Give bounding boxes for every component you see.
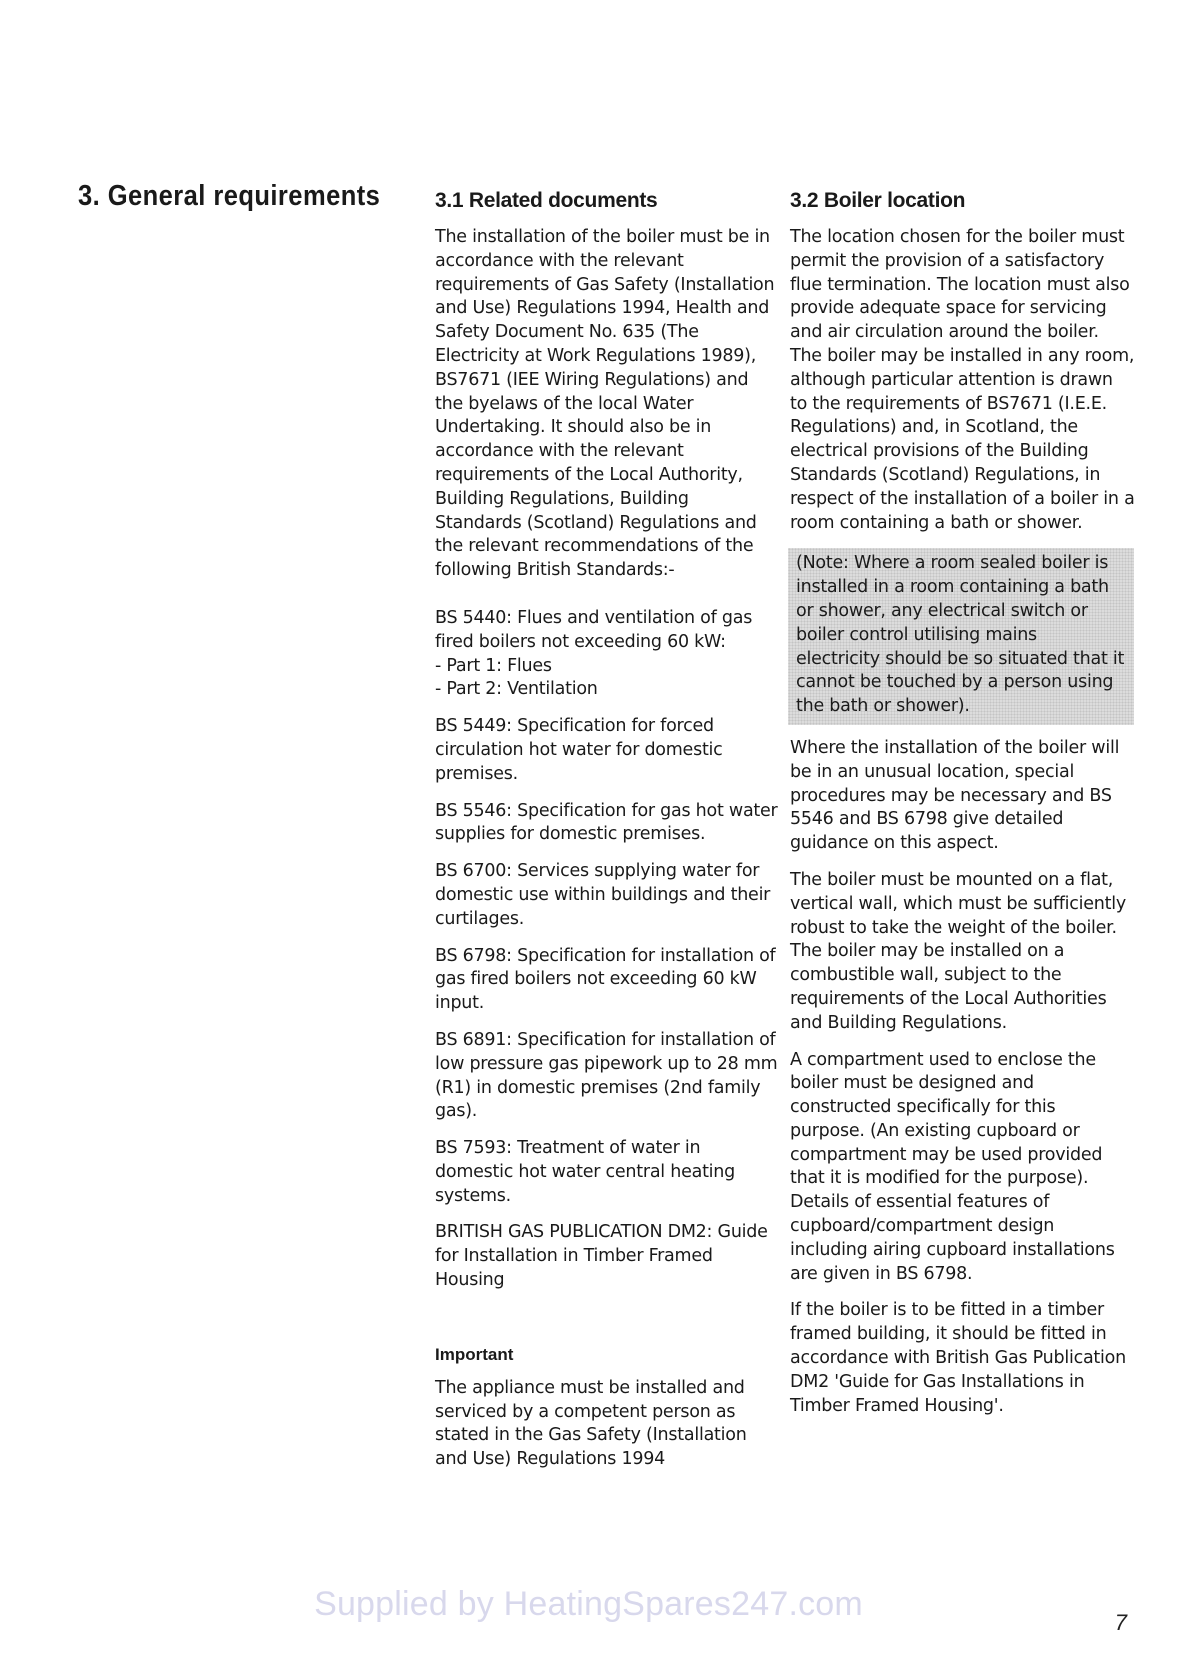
bs5440-block — [435, 607, 780, 702]
bs5449-text: BS 5449: Specification for forced circulation hot water for domestic premises. — [435, 716, 723, 784]
bs5440-part-1: - Part 1: Flues — [435, 655, 552, 676]
boiler-location-column — [790, 186, 1135, 1431]
boiler-location-paragraph-1: The location chosen for the boiler must permit the provision of a satisfactory flue termination. The location must also provide adequate space for servicing and air circulation around the boiler. The boiler may be installed in any room, although particular attention is drawn to the requirements of BS7671 (I.E.E. Regulations) and, in Scotland, the electrical provisions of the Building Standards (Scotland) Regulations, in respect of the installation of a boiler in a room containing a bath or shower. — [790, 227, 1135, 533]
bs5440-text: BS 5440: Flues and ventilation of gas fired boilers not exceeding 60 kW: — [435, 607, 753, 652]
boiler-location-paragraph-4: A compartment used to enclose the boiler must be designed and constructed specifically for this purpose. (An existing cupboard or compartment may be used provided that it is modified for the purpose). Details of essential features of cupboard/compartment design including airing cupboard installations are given in BS 6798. — [790, 1049, 1115, 1284]
bs6798-text: BS 6798: Specification for installation of gas fired boilers not exceeding 60 kW input. — [435, 945, 776, 1014]
bs5546-text: BS 5546: Specification for gas hot water supplies for domestic premises. — [435, 800, 778, 845]
boiler-location-paragraph-3: The boiler must be mounted on a flat, vertical wall, which must be sufficiently robust to take the weight of the boiler. The boiler may be installed on a combustible wall, subject to the requirements of the Local Authorities and Building Regulations. — [790, 869, 1126, 1033]
boiler-location-heading: 3.2 Boiler location — [790, 189, 966, 212]
page-number: 7 — [1114, 1610, 1127, 1635]
boiler-location-paragraph-5: If the boiler is to be fitted in a timber framed building, it should be fitted in accordance with British Gas Publication DM2 'Guide for Gas Installations in Timber Framed Housing'. — [790, 1300, 1126, 1416]
supplier-watermark: Supplied by HeatingSpares247.com — [314, 1585, 863, 1623]
bs7593-text: BS 7593: Treatment of water in domestic hot water central heating systems. — [435, 1138, 735, 1206]
related-documents-heading: 3.1 Related documents — [435, 189, 658, 212]
section-title: 3. General requirements — [78, 180, 381, 212]
important-heading: Important — [435, 1344, 514, 1364]
related-documents-intro: The installation of the boiler must be in accordance with the relevant requirements of Gas Safety (Installation and Use) Regulations 1994, Health and Safety Document No. 635 (The Electricity at Work Regulations 1989), BS7671 (IEE Wiring Regulations) and the byelaws of the local Water Undertaking. It should also be in accordance with the relevant requirements of the Local Authority, Building Regulations, Building Standards (Scotland) Regulations and the relevant recommendations of the following British Standards:- — [435, 227, 775, 581]
bs5440-parts — [435, 655, 780, 703]
related-documents-column — [435, 186, 780, 1485]
bs6891-text: BS 6891: Specification for installation of low pressure gas pipework up to 28 mm (R1) in domestic premises (2nd family gas). — [435, 1029, 778, 1122]
important-text: The appliance must be installed and serviced by a competent person as stated in the Gas Safety (Installation and Use) Regulations 1994 — [435, 1377, 747, 1470]
dm2-text: BRITISH GAS PUBLICATION DM2: Guide for Installation in Timber Framed Housing — [435, 1222, 768, 1291]
bs6700-text: BS 6700: Services supplying water for domestic use within buildings and their curtilages. — [435, 861, 771, 929]
safety-note-text: (Note: Where a room sealed boiler is installed in a room containing a bath or shower, any electrical switch or boiler control utilising mains electricity should be so situated that it cannot be touched by a person using the bath or shower). — [796, 553, 1125, 717]
bs5440-part-2: - Part 2: Ventilation — [435, 679, 598, 700]
safety-note-box — [788, 548, 1134, 725]
boiler-location-paragraph-2: Where the installation of the boiler will be in an unusual location, special procedures may be necessary and BS 5546 and BS 6798 give detailed guidance on this aspect. — [790, 737, 1120, 854]
